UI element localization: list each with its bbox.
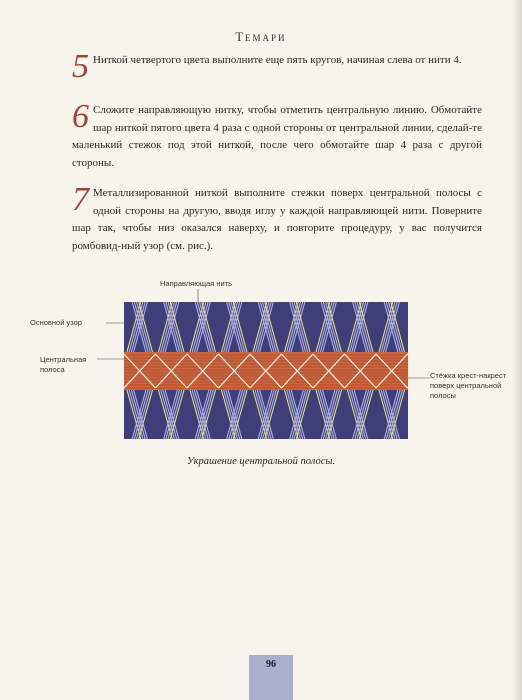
page-number: 96 xyxy=(266,659,276,670)
label-cross-stitch-3: полосы xyxy=(430,391,456,400)
page-number-tab xyxy=(249,655,293,700)
step-number: 5 xyxy=(72,48,89,85)
page-edge-shadow xyxy=(512,0,522,700)
label-central-band-1: Центральная xyxy=(40,355,87,364)
label-cross-stitch-1: Стёжка крест-накрест xyxy=(430,371,507,380)
label-central-band-2: полоса xyxy=(40,365,65,374)
label-cross-stitch-2: поверх центральной xyxy=(430,381,502,390)
step-text: Ниткой четвертого цвета выполните еще пять кругов, начиная слева от нити 4. xyxy=(93,54,462,66)
step-number: 7 xyxy=(72,181,89,218)
central-band-illustration xyxy=(124,302,408,439)
step-text: Сложите направляющую нитку, чтобы отметить центральную линию. Обмотайте шар ниткой пятого цвета 4 раза с одной стороны от центральной линии, сделай-те маленький стежок под этой ниткой, после чего обмотайте шар 4 раза с другой стороны. xyxy=(72,104,482,169)
figure-caption: Украшение центральной полосы. xyxy=(186,456,336,467)
step-text: Металлизированной ниткой выполните стежки поверх центральной полосы с одной стороны на другую, вводя иглу у каждой направляющей нити. Поверните шар так, чтобы низ оказался наверху, и повторите процедуру, у вас получится ромбовид-ный узор (см. рис.). xyxy=(72,187,482,252)
page-header: Темари xyxy=(235,30,287,44)
step-5 xyxy=(72,48,482,85)
step-number: 6 xyxy=(72,98,89,135)
step-6 xyxy=(72,98,482,172)
label-guide-thread: Направляющая нить xyxy=(160,279,233,288)
label-base-pattern: Основной узор xyxy=(30,318,82,327)
step-7 xyxy=(72,181,482,255)
